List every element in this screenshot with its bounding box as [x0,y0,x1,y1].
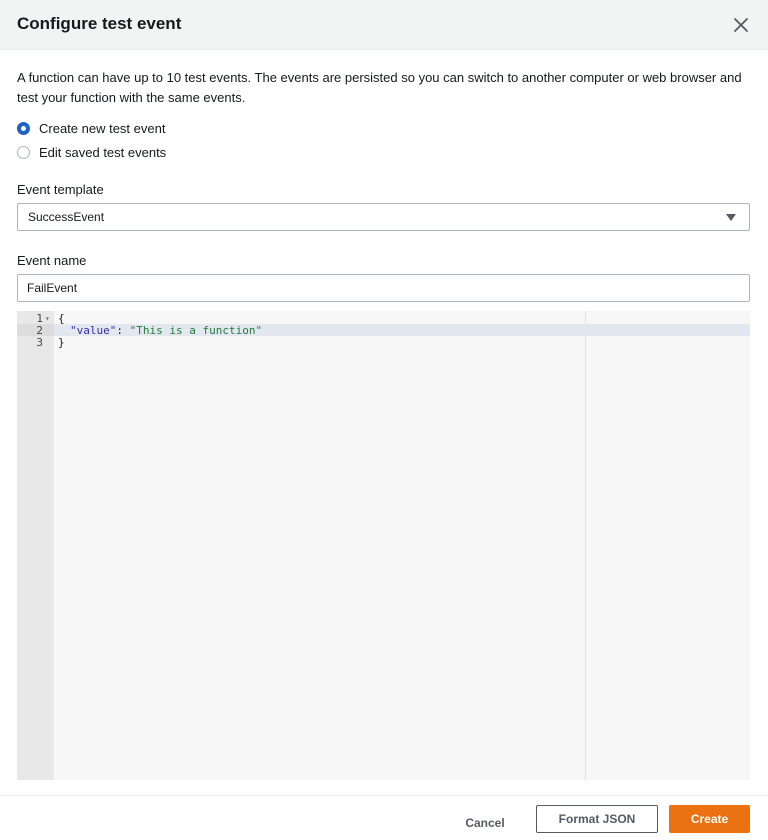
close-icon [734,18,748,32]
close-button[interactable] [728,12,754,38]
editor-gutter [17,311,54,780]
json-key: "value" [70,324,117,337]
modal-title: Configure test event [17,14,182,33]
code-line [17,336,750,349]
modal-header [0,0,768,50]
event-name-label: Event name [17,253,87,268]
event-template-select[interactable] [17,203,750,231]
description-text: A function can have up to 10 test events. The events are persisted so you can switch to another computer or web browser and test your function with the same events. [17,70,742,105]
radio-edit-saved-label: Edit saved test events [39,144,167,160]
radio-edit-saved[interactable] [17,142,166,162]
radio-create-new[interactable] [17,118,165,138]
print-margin [585,311,586,780]
modal-footer [0,795,768,840]
fold-arrow-icon[interactable]: ▾ [45,314,50,323]
radio-create-new-label: Create new test event [39,120,166,136]
event-name-input[interactable] [17,274,750,302]
line-number: 1 [36,312,43,325]
radio-checked-icon[interactable] [17,122,30,135]
caret-down-icon [726,214,736,221]
json-code-editor[interactable] [17,311,750,780]
radio-unchecked-icon[interactable] [17,146,30,159]
json-string-value: "This is a function" [129,324,263,337]
create-button[interactable]: Create [669,805,750,833]
line-number: 2 [36,324,43,337]
cancel-button[interactable]: Cancel [465,816,505,830]
format-json-button[interactable]: Format JSON [536,805,658,833]
json-separator: : [116,324,130,337]
line-number: 3 [36,336,43,349]
event-template-value: SuccessEvent [28,210,105,224]
event-template-label: Event template [17,182,104,197]
code-text: } [58,336,65,349]
code-text: { [58,312,65,325]
